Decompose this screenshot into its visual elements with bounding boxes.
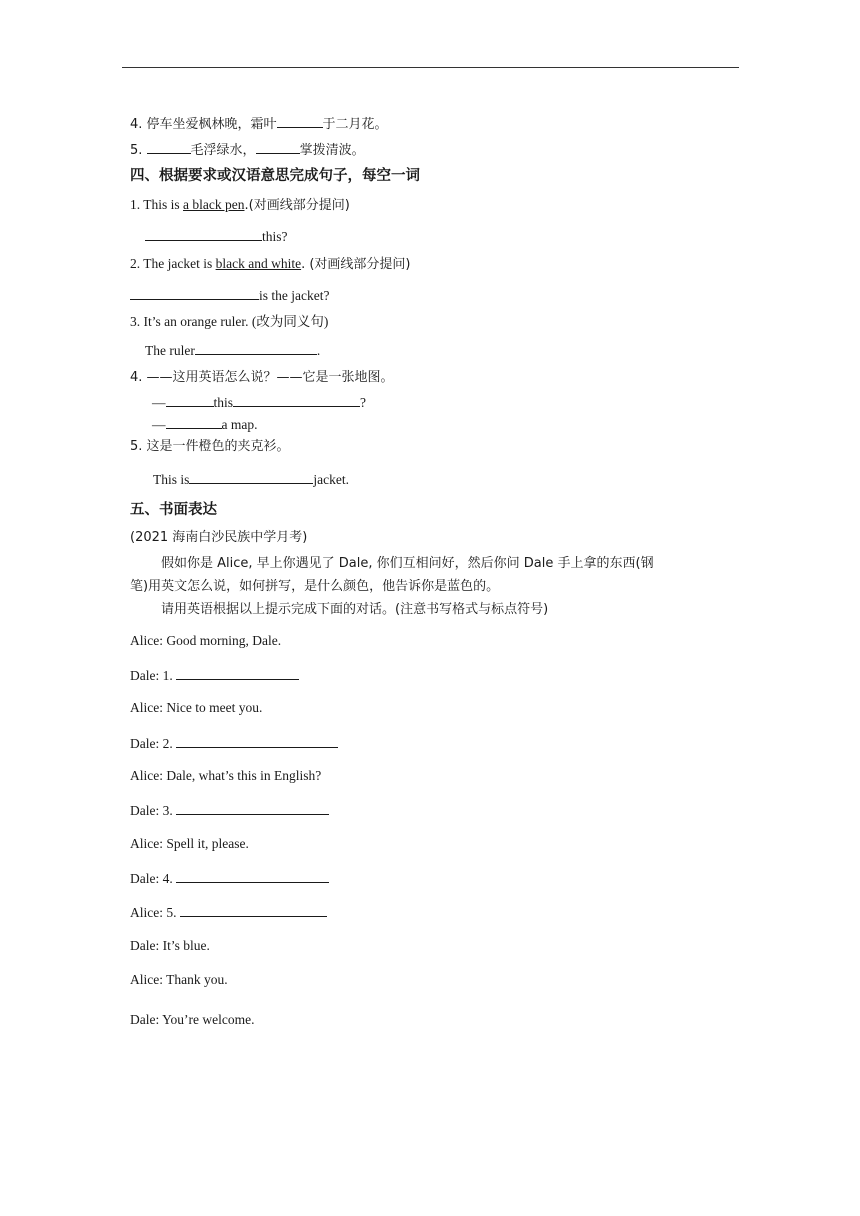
answer-blank[interactable] [180,903,327,917]
dialogue-line [130,632,281,650]
dialogue-text: Alice: Thank you. [130,972,228,987]
answer-blank[interactable] [189,470,313,484]
q2-underlined: black and white [215,256,302,271]
dialogue-line [130,699,262,717]
q4-word-this: this [213,395,234,410]
dialogue-line [130,767,321,785]
dialogue-line [130,835,249,853]
dialogue-text: Dale: 1. [130,668,177,683]
q5-answer-prefix: This is [153,472,190,487]
section4-question-2 [130,255,411,274]
q5-answer-suffix: jacket. [313,472,349,487]
q2-instruction: . (对画线部分提问) [301,257,411,272]
section4-question-5 [130,438,290,456]
answer-blank[interactable] [277,114,323,128]
answer-blank[interactable] [145,227,262,241]
poem-q5-number: 5. [130,143,147,158]
dialogue-text: Alice: 5. [130,905,180,920]
poem-q4-text: 4. 停车坐爱枫林晚，霜叶 [130,117,277,132]
answer-blank[interactable] [166,393,214,407]
dialogue-text: Dale: 2. [130,736,177,751]
q3-answer-suffix: . [316,343,321,358]
q3-text: 3. It’s an orange ruler. (改为同义句) [130,314,329,329]
section-5-title: 五、书面表达 [130,502,217,518]
dialogue-line [130,937,210,955]
section4-answer-1 [145,227,288,246]
q2-prefix: 2. The jacket is [130,256,216,271]
source-note: (2021 海南白沙民族中学月考) [130,530,308,545]
answer-blank[interactable] [147,140,191,154]
dialogue-text: Dale: It’s blue. [130,938,210,953]
dialogue-line [130,1011,254,1029]
answer-blank[interactable] [195,341,317,355]
section4-answer-3 [145,341,320,360]
q1-instruction: .(对画线部分提问) [244,198,350,213]
answer-blank[interactable] [176,869,329,883]
answer-blank[interactable] [233,393,360,407]
answer-blank[interactable] [256,140,300,154]
header-rule [122,67,739,68]
q5-text: 5. 这是一件橙色的夹克衫。 [130,439,290,454]
section4-question-4 [130,369,394,387]
poem-q5-text: 毛浮绿水， [190,143,256,158]
dialogue-line [130,971,228,989]
dialogue-text: Dale: 3. [130,803,177,818]
dialogue-line [130,903,327,922]
section4-answer-4a [152,393,366,412]
dialogue-text: Alice: Spell it, please. [130,836,249,851]
answer-blank[interactable] [166,415,222,429]
dialogue-text: Dale: 4. [130,871,177,886]
section4-answer-4b [152,415,258,434]
answer-blank[interactable] [176,801,329,815]
dialogue-text: Alice: Nice to meet you. [130,700,263,715]
q2-answer-suffix: is the jacket? [259,288,330,303]
q4-text: 4. ——这用英语怎么说？——它是一张地图。 [130,370,394,385]
section4-question-1 [130,196,350,215]
poem-q5-text-end: 掌拨清波。 [299,143,365,158]
prompt-line-3: 请用英语根据以上提示完成下面的对话。(注意书写格式与标点符号) [161,602,549,617]
dash: — [152,395,166,410]
section4-answer-2 [130,286,329,305]
answer-blank[interactable] [130,286,259,300]
dialogue-line [130,869,329,888]
answer-blank[interactable] [176,666,299,680]
section-4-title: 四、根据要求或汉语意思完成句子，每空一词 [130,168,420,184]
dialogue-text: Alice: Good morning, Dale. [130,633,282,648]
dialogue-line [130,666,299,685]
q1-underlined: a black pen [183,197,245,212]
q4-answer-suffix: a map. [221,417,258,432]
q3-answer-prefix: The ruler [145,343,195,358]
dash: — [152,417,166,432]
dialogue-line [130,734,338,753]
prompt-line-2: 笔)用英文怎么说，如何拼写，是什么颜色，他告诉你是蓝色的。 [130,579,500,594]
dialogue-text: Alice: Dale, what’s this in English? [130,768,322,783]
q4-question-mark: ? [360,395,367,410]
section4-question-3 [130,313,328,331]
prompt-line-1: 假如你是 Alice, 早上你遇见了 Dale, 你们互相问好，然后你问 Dale 手上拿的东西(钢 [161,556,654,571]
section4-answer-5 [153,470,349,489]
poem-question-5 [130,140,365,160]
dialogue-text: Dale: You’re welcome. [130,1012,255,1027]
poem-q4-text-end: 于二月花。 [322,117,388,132]
answer-blank[interactable] [176,734,338,748]
dialogue-line [130,801,329,820]
q1-prefix: 1. This is [130,197,184,212]
q1-answer-suffix: this? [262,229,288,244]
poem-question-4 [130,114,388,134]
